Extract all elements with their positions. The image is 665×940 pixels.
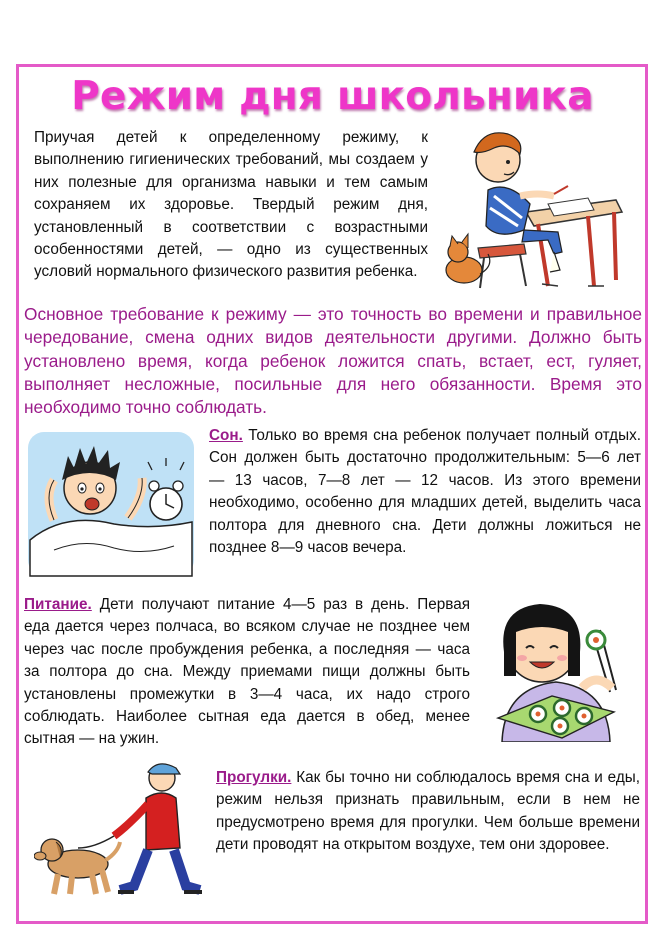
sleep-section [209, 425, 641, 559]
intro-paragraph: Приучая детей к определенному режиму, к выполнению гигиенических требований, мы создаем у них полезные для организма навыки и тем самым сохраняем их здоровье. Твердый режим дня, установленный в соответствии с возрастными особенностями детей, — одно из существенных условий нормального физического развития ребенка. [34, 129, 428, 281]
boy-studying-illustration [438, 120, 630, 290]
walk-text: Как бы точно ни соблюдалось время сна и еды, режим нельзя признать правильным, если в нем не предусмотрено время для прогулки. Чем больше времени дети проводят на открытом воздухе, тем они здоровее. [216, 769, 640, 854]
page-title: Режим дня школьника [71, 74, 594, 119]
food-heading: Питание. [24, 596, 92, 613]
walking-dog-illustration [34, 752, 210, 904]
food-section [24, 594, 470, 751]
waking-child-illustration [24, 430, 198, 578]
main-requirement-paragraph: Основное требование к режиму — это точность во времени и правильное чередование, смена одних видов деятельности другими. Должно быть установлено время, когда ребенок ложится спать, встает, ест, гуляет, выполняет несложные, посильные для него обязанности. Время это необходимо точно соблюдать. [24, 304, 642, 418]
food-text: Дети получают питание 4—5 раз в день. Первая еда дается через полчаса, во всяком случае не позднее чем через час после пробуждения ребенка, а последняя — часа за полтора до сна. Между приемами пищи должны быть установлены промежутки в 3—4 часа, их надо строго соблюдать. Наиболее сытная еда дается в обед, менее сытная — на ужин. [24, 596, 470, 748]
girl-eating-illustration [472, 592, 640, 742]
walk-section [216, 767, 640, 857]
sleep-text: Только во время сна ребенок получает полный отдых. Сон должен быть достаточно продолжительным: 5—6 лет — 13 часов, 7—8 лет — 12 часов. Из этого времени необходимо, особенно для младших детей, выделить часа полтора для дневного сна. Дети должны ложиться не позднее 8—9 часов вечера. [209, 427, 641, 557]
sleep-heading: Сон. [209, 427, 243, 444]
walk-heading: Прогулки. [216, 769, 292, 786]
